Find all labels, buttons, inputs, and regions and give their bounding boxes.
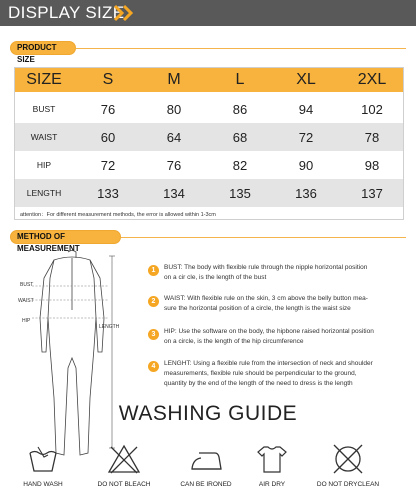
no-bleach-label: DO NOT BLEACH (97, 481, 151, 488)
product-size-label-text: PRODUCT SIZE (17, 43, 57, 64)
figure-bust-label: BUST (20, 282, 34, 288)
size-cell: L (235, 71, 245, 88)
step-line: WAIST: With flexible rule on the skin, 3 cm above the belly button mea- (164, 295, 368, 302)
table-cell: 134 (163, 185, 185, 201)
no-bleach-icon (107, 443, 141, 475)
size-header-cell: SIZE (26, 71, 62, 88)
measurement-figure (10, 248, 135, 460)
table-cell: 98 (364, 157, 380, 173)
row-label: HIP (36, 160, 52, 170)
table-cell: 136 (295, 185, 317, 201)
step-line: quantity by the end of the length of the need to dress is the length (164, 380, 353, 387)
washing-guide-title: WASHING GUIDE (118, 402, 298, 425)
step-number-3: 3 (148, 329, 159, 340)
table-cell: 135 (229, 185, 251, 201)
step-number-2: 2 (148, 296, 159, 307)
figure-waist-label: WAIST (18, 298, 34, 304)
no-dryclean-icon (331, 443, 365, 475)
iron-icon (189, 443, 223, 475)
size-cell: S (102, 71, 114, 88)
table-row-length (15, 179, 403, 207)
method-label (10, 230, 121, 253)
table-row-waist (15, 123, 403, 151)
row-label: LENGTH (26, 188, 62, 198)
row-label: BUST (32, 104, 56, 114)
product-size-divider (76, 48, 406, 49)
table-cell: 90 (298, 157, 314, 173)
table-cell: 76 (100, 101, 116, 117)
table-cell: 86 (232, 101, 248, 117)
hand-wash-label: HAND WASH (23, 481, 63, 488)
row-label: WAIST (30, 132, 58, 142)
step-line: BUST: The body with flexible rule through the nipple horizontal position (164, 264, 368, 271)
table-row-bust (15, 95, 403, 123)
double-chevron-right-icon (113, 4, 137, 22)
figure-length-label: LENGTH (99, 324, 120, 330)
step-number-4: 4 (148, 361, 159, 372)
size-cell: XL (296, 71, 316, 88)
step-number-1: 1 (148, 265, 159, 276)
measurement-note: attention：For different measurement methods, the error is allowed within 1-3cm (20, 212, 216, 218)
step-line: LENGHT: Using a flexible rule from the intersection of neck and shoulder (164, 360, 373, 367)
step-text-waist (164, 294, 404, 314)
size-cell: 2XL (357, 71, 387, 88)
table-cell: 80 (166, 101, 182, 117)
table-cell: 72 (298, 129, 314, 145)
no-dryclean-label: DO NOT DRYCLEAN (316, 481, 380, 488)
table-row-hip (15, 151, 403, 179)
size-table (14, 67, 404, 220)
method-divider (121, 237, 406, 238)
step-line: HIP: Use the software on the body, the hipbone raised horizontal position (164, 328, 374, 335)
table-cell: 82 (232, 157, 248, 173)
table-cell: 68 (232, 129, 248, 145)
header-title: DISPLAY SIZE (8, 3, 125, 22)
table-cell: 72 (100, 157, 116, 173)
table-cell: 78 (364, 129, 380, 145)
table-cell: 133 (97, 185, 119, 201)
display-size-header (0, 0, 416, 26)
step-line: on a cir cle, is the length of the bust (164, 274, 267, 281)
table-cell: 137 (361, 185, 383, 201)
table-cell: 102 (361, 101, 383, 117)
method-label-text: METHOD OF MEASUREMENT (17, 232, 80, 253)
table-header-row (15, 68, 403, 92)
table-cell: 76 (166, 157, 182, 173)
iron-label: CAN BE IRONED (180, 481, 232, 488)
air-dry-icon (255, 443, 289, 475)
step-line: sure the horizontal position of a circle, the length is the waist size (164, 305, 351, 312)
hand-wash-icon (26, 443, 60, 475)
step-line: measurements, flexible rule should be perpendicular to the ground, (164, 370, 357, 377)
figure-hip-label: HIP (22, 318, 31, 324)
air-dry-label: AIR DRY (258, 481, 286, 488)
size-cell: M (167, 71, 181, 88)
product-size-label (10, 41, 76, 64)
step-text-hip (164, 327, 404, 347)
table-cell: 94 (298, 101, 314, 117)
table-cell: 60 (100, 129, 116, 145)
step-text-bust (164, 263, 404, 283)
step-line: on a circle, is the length of the hip circumference (164, 338, 304, 345)
step-text-length (164, 359, 404, 389)
table-cell: 64 (166, 129, 182, 145)
